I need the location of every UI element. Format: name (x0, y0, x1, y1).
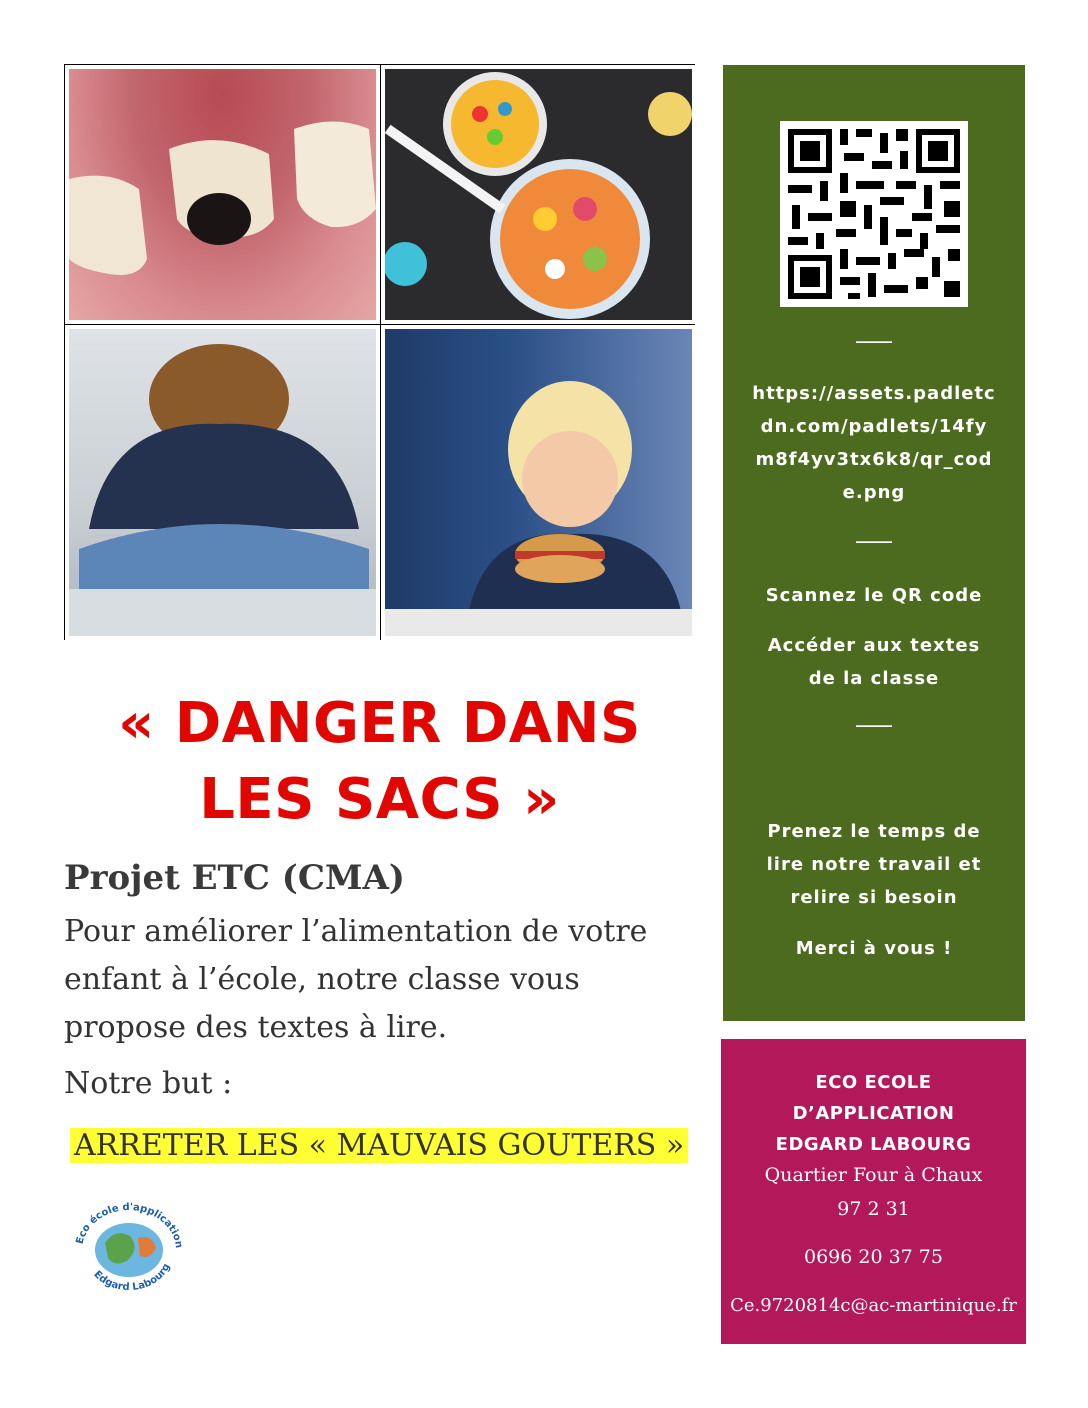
school-name-line-1: ECO ECOLE (815, 1072, 932, 1093)
thanks-text: Merci à vous ! (795, 938, 953, 959)
school-name-line-3: EDGARD LABOURG (775, 1134, 972, 1155)
intro-paragraph: Pour améliorer l’alimentation de votre enfant à l’école, notre classe vous propose des textes à lire. (64, 914, 648, 1045)
photo-candies (381, 65, 696, 324)
qr-url-line-4: e.png (842, 482, 906, 503)
separator-3: ____ (856, 707, 892, 728)
qr-url-line-2: dn.com/padlets/14fy (760, 416, 988, 437)
qr-info-panel (723, 65, 1025, 1021)
read-line-1: Prenez le temps de (767, 821, 981, 842)
school-postal-code: 97 2 31 (837, 1198, 910, 1220)
logo-text-top: Eco école d'application (74, 1201, 185, 1249)
school-name-line-2: D’APPLICATION (792, 1103, 955, 1124)
scan-instruction: Scannez le QR code (765, 585, 983, 606)
logo-text-bottom: Edgard Labourg (91, 1261, 173, 1294)
school-email[interactable]: Ce.9720814c@ac-martinique.fr (730, 1295, 1017, 1316)
poster-title-line-1: « DANGER DANS (118, 691, 641, 756)
access-line-1: Accéder aux textes (767, 635, 981, 656)
photo-grid (64, 64, 695, 640)
photo-decayed-tooth (65, 65, 380, 324)
school-phone: 0696 20 37 75 (803, 1246, 943, 1268)
read-line-2: lire notre travail et (766, 854, 982, 875)
qr-url-line-1: https://assets.padletc (752, 383, 996, 404)
goal-label: Notre but : (64, 1066, 233, 1101)
photo-child-eating-burger (381, 325, 696, 640)
school-contact-panel (721, 1039, 1026, 1344)
read-line-3: relire si besoin (790, 887, 958, 908)
photo-tired-student (65, 325, 380, 640)
poster-title-line-2: LES SACS » (199, 767, 560, 832)
goal-highlight: ARRETER LES « MAUVAIS GOUTERS » (70, 1128, 688, 1163)
access-line-2: de la classe (808, 668, 940, 689)
separator-1: ____ (856, 323, 892, 344)
project-heading: Projet ETC (CMA) (64, 858, 405, 898)
school-address: Quartier Four à Chaux (764, 1164, 983, 1186)
qr-code[interactable] (780, 121, 968, 307)
qr-url-line-3: m8f4yv3tx6k8/qr_cod (755, 449, 993, 470)
separator-2: ____ (856, 523, 892, 544)
school-logo (70, 1198, 188, 1294)
